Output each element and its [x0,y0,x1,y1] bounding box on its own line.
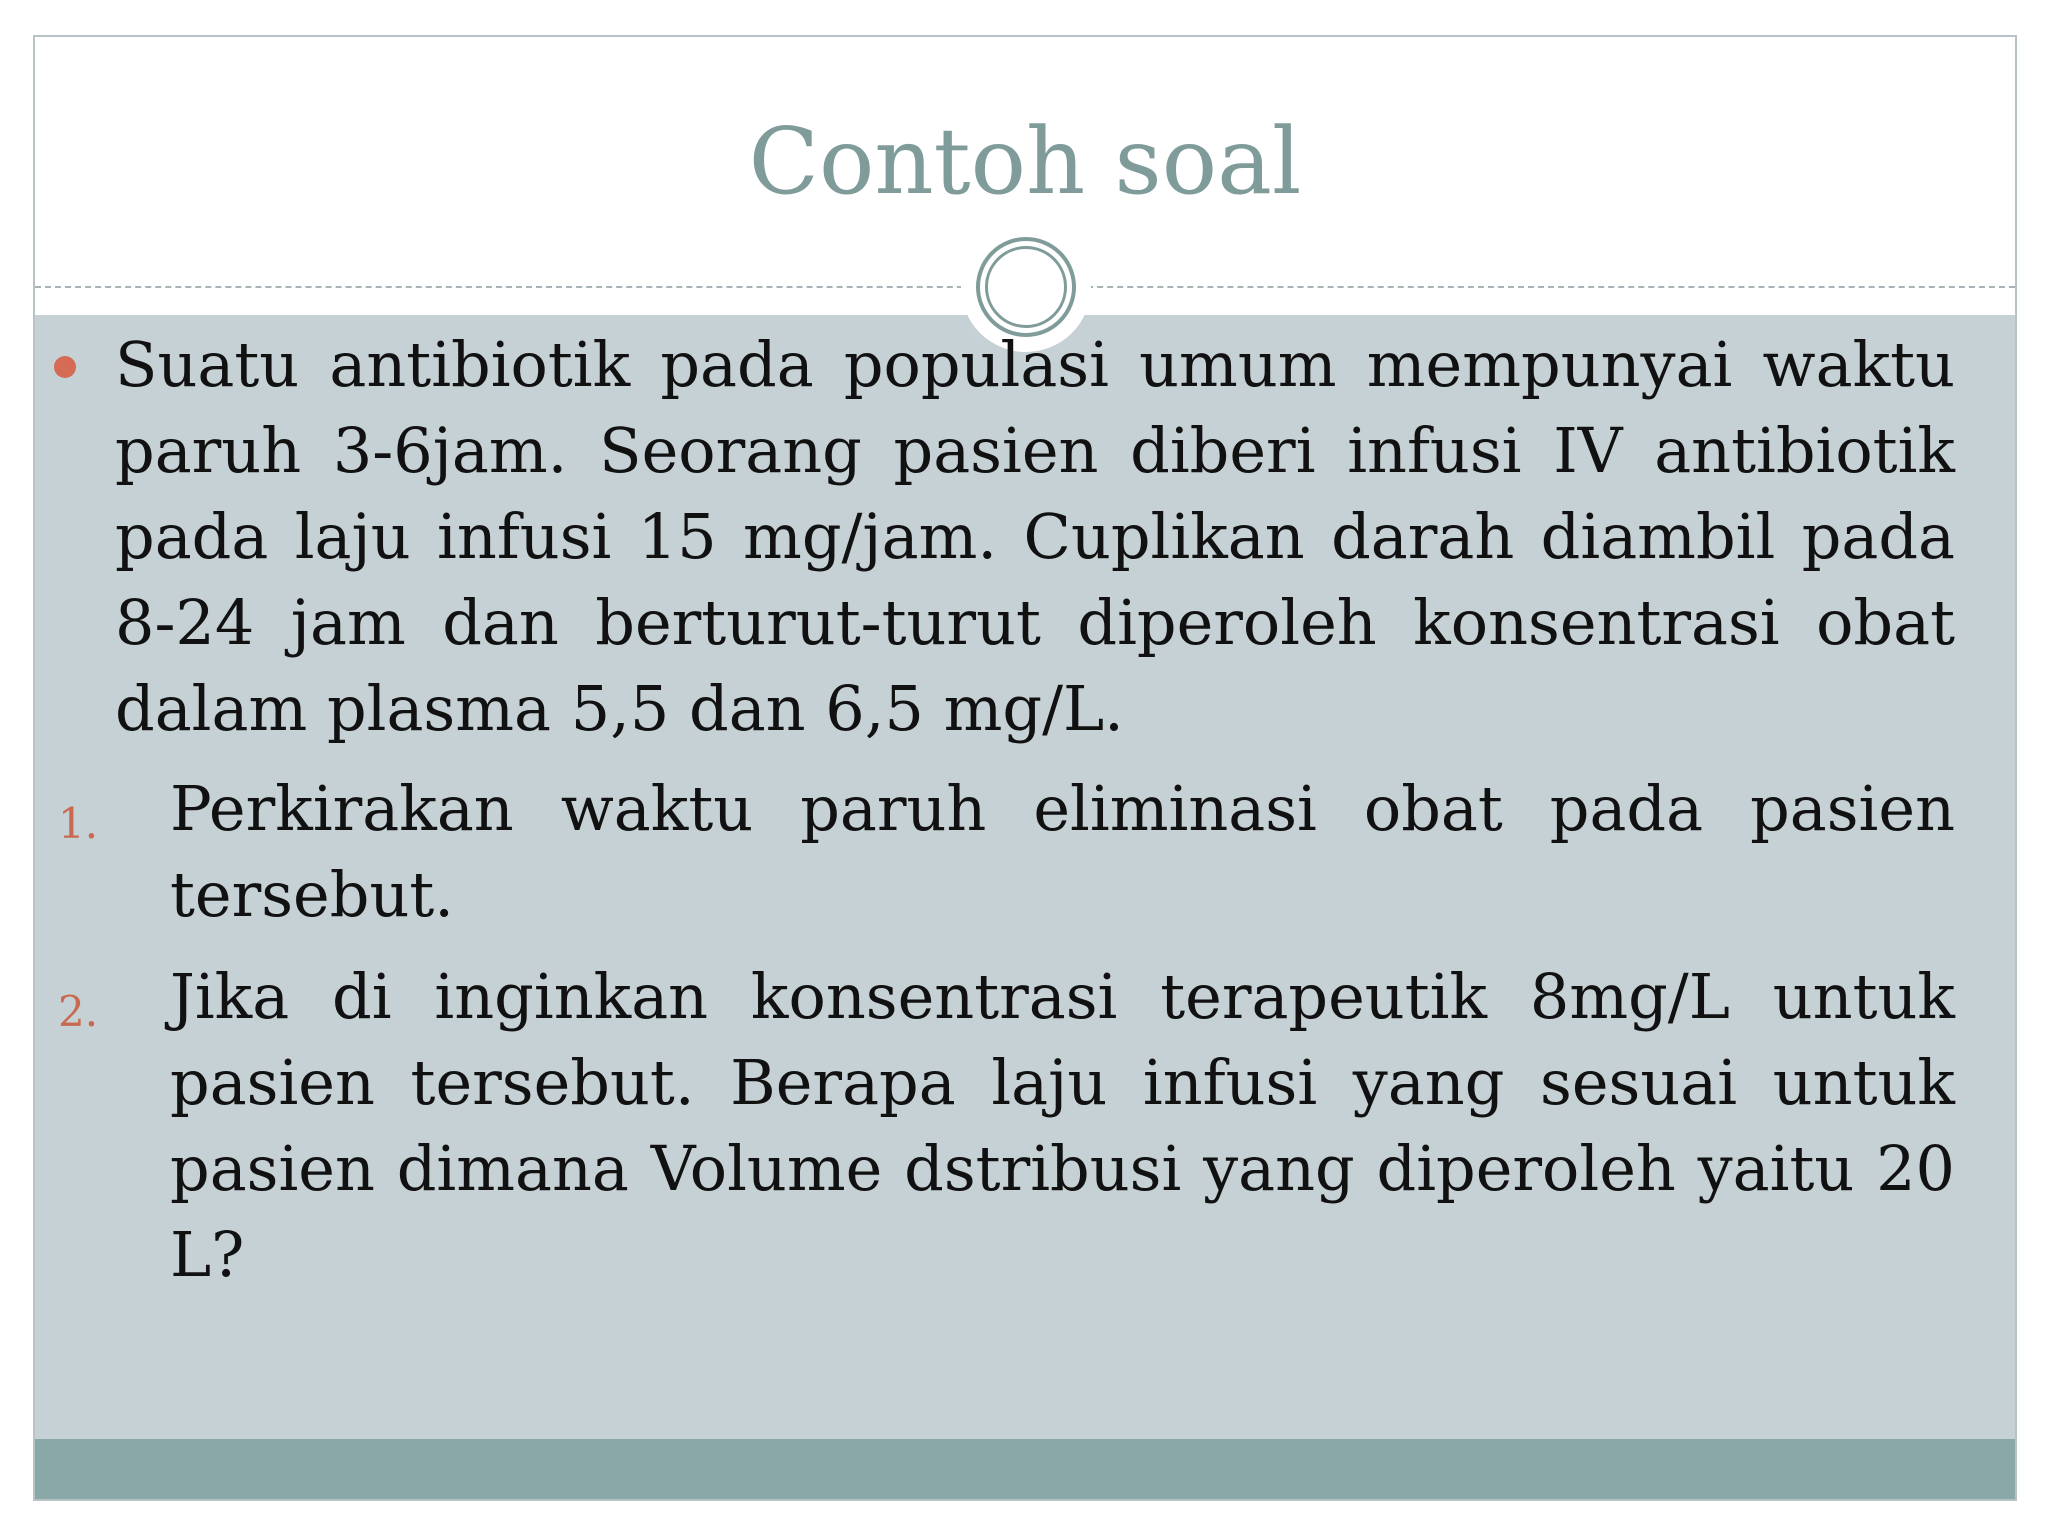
footer-band [35,1439,2015,1501]
bullet-paragraph: Suatu antibiotik pada populasi umum mempunyai waktu paruh 3-6jam. Seorang pasien diberi infusi IV antibiotik pada laju infusi 15 mg/jam. Cuplikan darah diambil pada 8-24 jam dan berturut-turut diperoleh konsentrasi obat dalam plasma 5,5 dan 6,5 mg/L. [115,328,1955,745]
list-marker-2: 2. [58,987,99,1036]
list-item-1: Perkirakan waktu paruh eliminasi obat pada pasien tersebut. [170,772,1955,931]
ring-inner [985,246,1067,328]
list-item-2: Jika di inginkan konsentrasi terapeutik 8mg/L untuk pasien tersebut. Berapa laju infusi yang sesuai untuk pasien dimana Volume dstribusi yang diperoleh yaitu 20 L? [170,960,1955,1291]
slide-title: Contoh soal [748,108,1302,215]
dot-bullet-icon [54,356,76,378]
list-marker-1: 1. [58,799,99,848]
